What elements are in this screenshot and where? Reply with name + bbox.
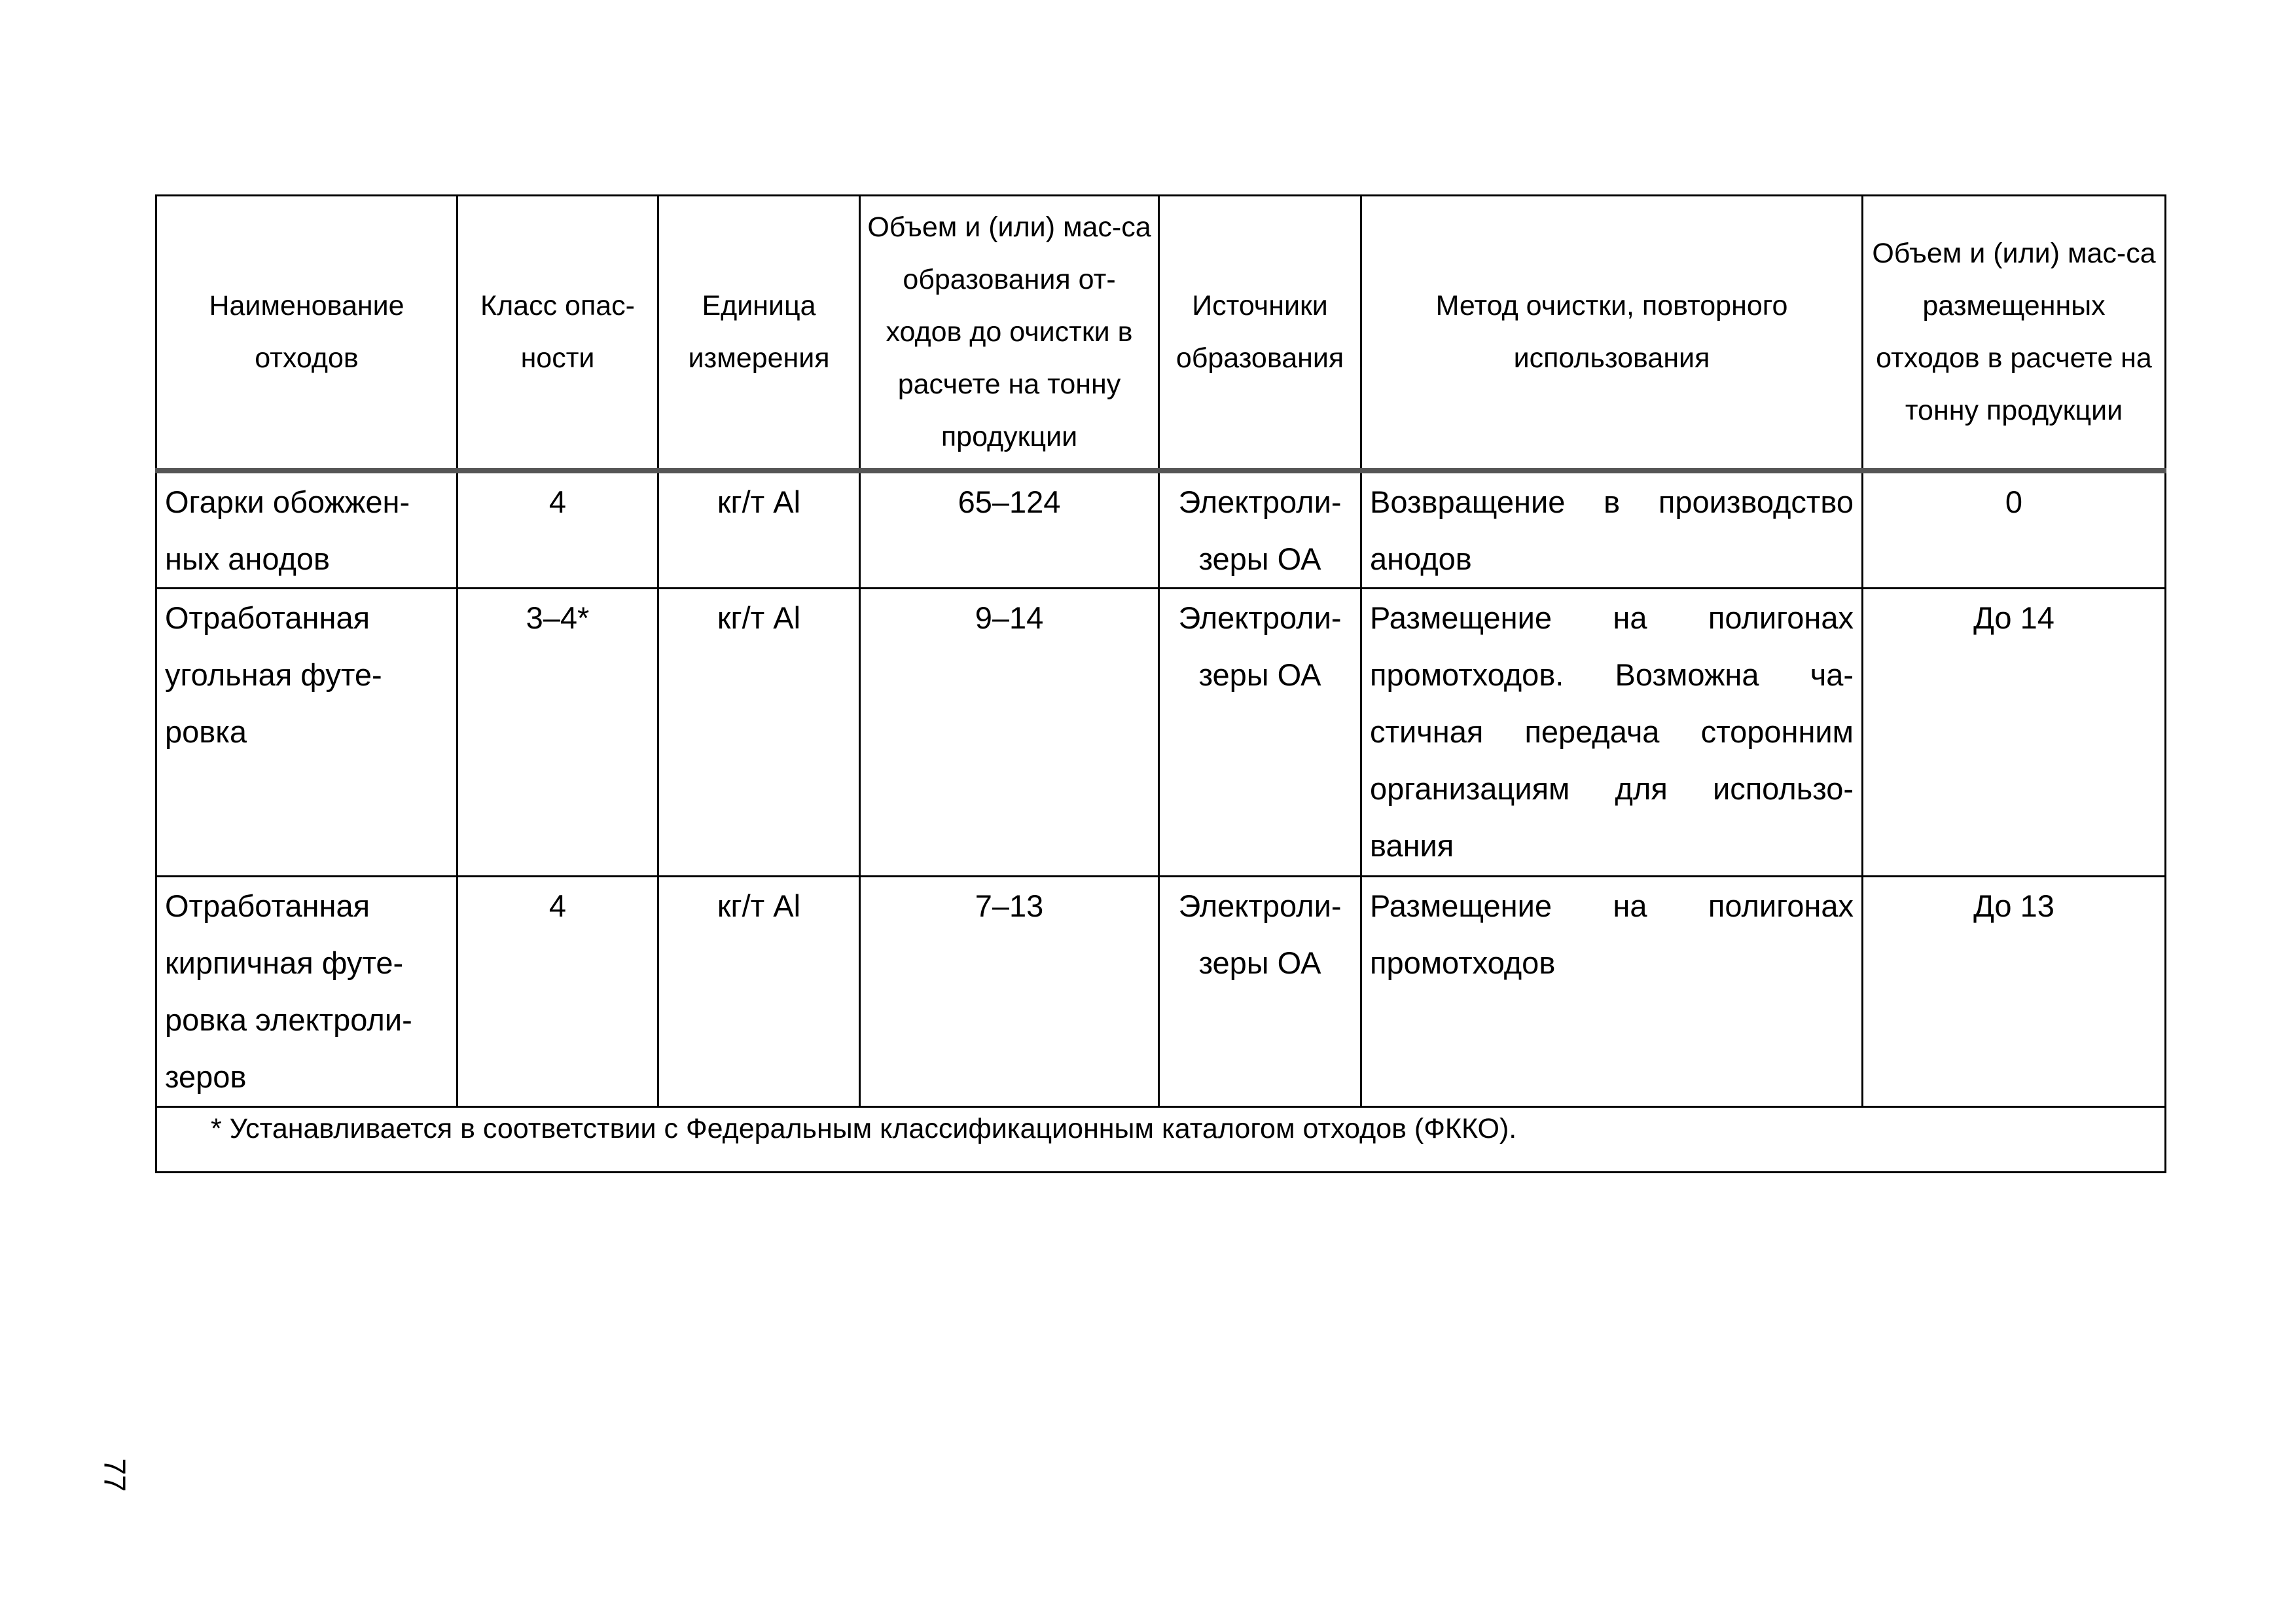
cell-unit: кг/т Al (658, 471, 860, 589)
cell-method: Возвращение в производство анодов (1361, 471, 1863, 589)
table-row (156, 471, 2166, 589)
cell-method: Размещение на полигонах промотходов (1361, 876, 1863, 1106)
table-body (156, 471, 2166, 1107)
cell-source: Электроли-зеры ОА (1159, 876, 1361, 1106)
header-waste-name: Наименование отходов (156, 196, 457, 471)
header-method: Метод очистки, повторного использования (1361, 196, 1863, 471)
footnote: * Устанавливается в соответствии с Федеральным классификационным каталогом отходов (ФККО). (156, 1106, 2166, 1172)
cell-volume-before: 9–14 (860, 588, 1159, 876)
cell-hazard-class: 4 (457, 876, 658, 1106)
header-row (156, 196, 2166, 471)
cell-unit: кг/т Al (658, 876, 860, 1106)
footnote-row (156, 1106, 2166, 1172)
cell-volume-placed: До 13 (1863, 876, 2166, 1106)
header-unit: Единица измерения (658, 196, 860, 471)
page-number: 77 (98, 1458, 132, 1492)
cell-waste-name: Отработанная угольная футе-ровка (156, 588, 457, 876)
header-hazard-class: Класс опас-ности (457, 196, 658, 471)
header-volume-before: Объем и (или) мас-са образования от-ходов до очистки в расчете на тонну продукции (860, 196, 1159, 471)
cell-unit: кг/т Al (658, 588, 860, 876)
cell-source: Электроли-зеры ОА (1159, 471, 1361, 589)
waste-table (155, 194, 2166, 1173)
table-row (156, 876, 2166, 1106)
cell-volume-placed: 0 (1863, 471, 2166, 589)
cell-hazard-class: 3–4* (457, 588, 658, 876)
header-volume-placed: Объем и (или) мас-са размещенных отходов в расчете на тонну продукции (1863, 196, 2166, 471)
cell-volume-before: 65–124 (860, 471, 1159, 589)
cell-waste-name: Огарки обожжен-ных анодов (156, 471, 457, 589)
cell-volume-placed: До 14 (1863, 588, 2166, 876)
cell-volume-before: 7–13 (860, 876, 1159, 1106)
header-source: Источники образования (1159, 196, 1361, 471)
cell-method: Размещение на полигонах промотходов. Возможна ча-стичная передача сторонним организациям для использо-вания (1361, 588, 1863, 876)
table-row (156, 588, 2166, 876)
table-header (156, 196, 2166, 471)
cell-waste-name: Отработанная кирпичная футе-ровка электроли-зеров (156, 876, 457, 1106)
table-footer (156, 1106, 2166, 1172)
cell-hazard-class: 4 (457, 471, 658, 589)
cell-source: Электроли-зеры ОА (1159, 588, 1361, 876)
